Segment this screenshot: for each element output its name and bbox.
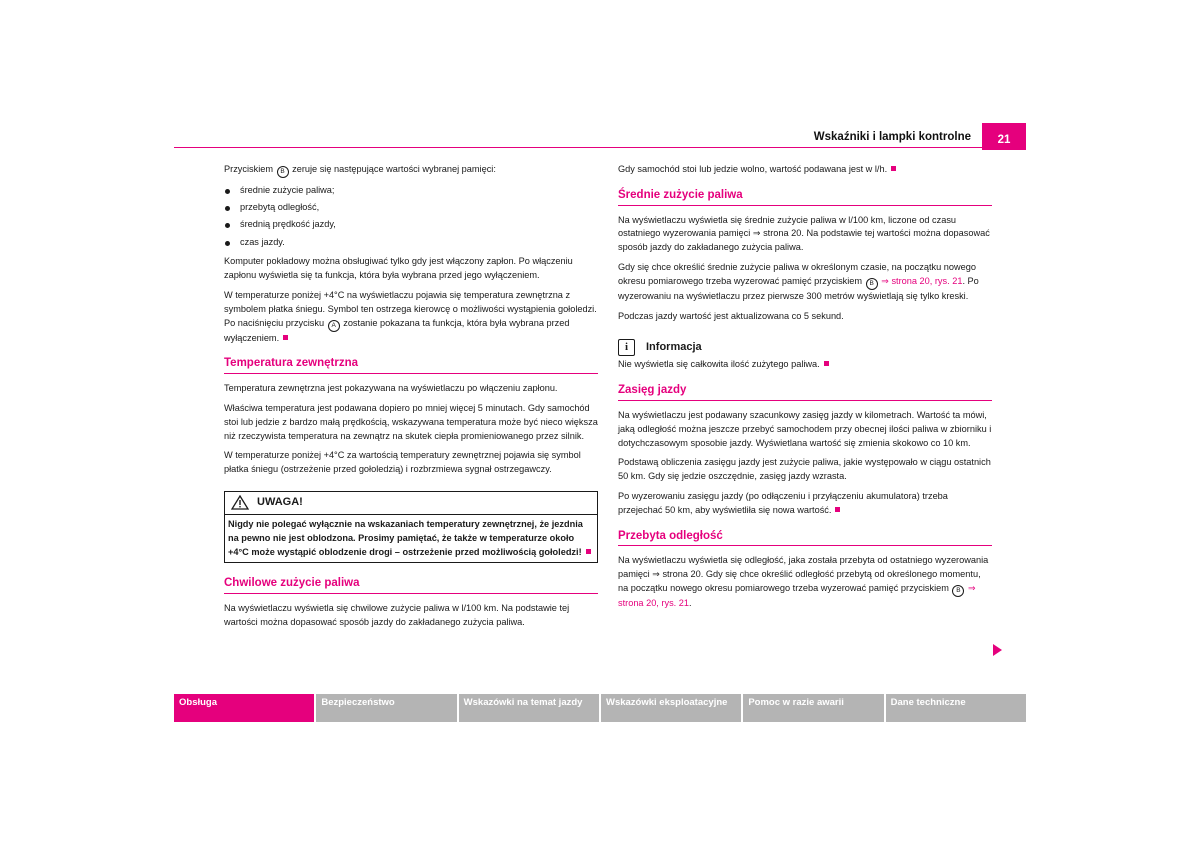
warning-text: Nigdy nie polegać wyłącznie na wskazaniach temperatury zewnętrznej, że jezdnia na pewno nie jest oblodzona. Prosimy pamiętać, że także w temperaturze około +4°C może wystąpić oblodzenie drogi – ostrzeżenie przed możliwością gołoledzi! xyxy=(228,518,583,557)
heading-instant-consumption: Chwilowe zużycie paliwa xyxy=(224,577,598,594)
paragraph-range-1: Na wyświetlaczu jest podawany szacunkowy zasięg jazdy w kilometrach. Wartość ta mówi, jaką odległość można jeszcze przebyć samochodem przy obecnej ilości paliwa w zbiorniku i dotychczasowym sposobie jazdy. Wyświetlana wartość się zmienia skokowo co 10 km. xyxy=(618,409,992,448)
heading-average-consumption: Średnie zużycie paliwa xyxy=(618,189,992,206)
bullet-icon xyxy=(225,223,230,228)
heading-temperature: Temperatura zewnętrzna xyxy=(224,357,598,374)
distance-text: Na wyświetlaczu wyświetla się odległość, jaka została przebyta od ostatniego wyzerowania pamięci ⇒ strona 20. Gdy się chce określić odległość przebytą od określonego momentu, na początku nowego okresu pomiarowego trzeba wyzerować pamięć przyciskiem xyxy=(618,555,989,593)
paragraph-range-3 xyxy=(618,490,992,518)
section-end-icon xyxy=(283,335,288,340)
reset-list xyxy=(224,184,598,249)
warning-title: UWAGA! xyxy=(257,496,303,509)
button-b-icon: B xyxy=(952,585,964,597)
paragraph-temp-1: Temperatura zewnętrzna jest pokazywana na wyświetlaczu po włączeniu zapłonu. xyxy=(224,383,558,394)
section-end-icon xyxy=(835,507,840,512)
chapter-nav xyxy=(174,694,1026,722)
bullet-icon xyxy=(225,241,230,246)
paragraph-snowflake xyxy=(224,289,598,345)
warning-header xyxy=(225,492,597,515)
paragraph-standstill xyxy=(618,163,992,177)
list-item-text: czas jazdy. xyxy=(240,236,285,247)
section-end-icon xyxy=(891,166,896,171)
paragraph-temp-2: Właściwa temperatura jest podawana dopiero po mniej więcej 5 minutach. Gdy samochód stoi lub jedzie z bardzo małą prędkością, wskazywana temperatura może być nieco większa niż rzeczywista temperatura na zewnątrz na skutek ciepła promieniowanego przez silnik. xyxy=(224,402,598,441)
heading-range: Zasięg jazdy xyxy=(618,384,992,401)
nav-tab-safety[interactable]: Bezpieczeństwo xyxy=(316,694,456,722)
info-paragraph xyxy=(618,358,992,372)
page-reference-link[interactable]: ⇒ strona 20, rys. 21 xyxy=(881,275,963,286)
intro-paragraph xyxy=(224,163,598,178)
paragraph-instant: Na wyświetlaczu wyświetla się chwilowe zużycie paliwa w l/100 km. Na podstawie tej wartości można dopasować sposób jazdy do zakładanego zużycia paliwa. xyxy=(224,603,570,627)
intro-text-end: zeruje się następujące wartości wybranej pamięci: xyxy=(292,164,496,174)
average-text: Gdy się chce określić średnie zużycie paliwa w określonym czasie, na początku nowego okresu pomiarowego trzeba wyzerować pamięć przyciskiem xyxy=(618,261,976,286)
nav-tab-operating[interactable]: Wskazówki eksploatacyjne xyxy=(601,694,741,722)
page-number: 21 xyxy=(982,123,1026,150)
nav-tab-driving[interactable]: Wskazówki na temat jazdy xyxy=(459,694,599,722)
bullet-icon xyxy=(225,206,230,211)
list-item-text: średnie zużycie paliwa; xyxy=(240,185,335,195)
left-column xyxy=(224,163,598,636)
paragraph-average-3: Podczas jazdy wartość jest aktualizowana co 5 sekund. xyxy=(618,310,844,321)
nav-tab-breakdown[interactable]: Pomoc w razie awarii xyxy=(743,694,883,722)
info-title: Informacja xyxy=(646,340,702,353)
snowflake-text: W temperaturze poniżej +4°C na wyświetlaczu pojawia się temperatura zewnętrzna z symbolem płatka śniegu. Symbol ten ostrzega kierowcę o możliwości wystąpienia gołoledzi. Po naciśnięciu przycisku xyxy=(224,289,597,328)
info-header xyxy=(618,339,992,356)
distance-text-end: . xyxy=(688,597,692,608)
page-reference-link[interactable]: ⇒ strona 20, rys. 21 xyxy=(618,582,976,608)
header-rule xyxy=(174,147,1026,148)
section-end-icon xyxy=(824,361,829,366)
info-text: Nie wyświetla się całkowita ilość zużytego paliwa. xyxy=(618,359,820,370)
button-a-icon: A xyxy=(328,320,340,332)
nav-tab-obsluga[interactable]: Obsługa xyxy=(174,694,314,722)
bullet-icon xyxy=(225,189,230,194)
warning-body xyxy=(225,515,597,562)
snowflake-text-end: zostanie pokazana ta funkcja, która była wybrana przed wyłączeniem. xyxy=(224,317,570,343)
intro-text: Przyciskiem xyxy=(224,164,274,174)
continue-arrow-icon xyxy=(993,644,1002,656)
button-b-icon: B xyxy=(866,278,878,290)
paragraph-range-2: Podstawą obliczenia zasięgu jazdy jest zużycie paliwa, jakie występowało w ciągu ostatnich 50 km. Gdy się jedzie oszczędnie, zasięg jazdy wzrasta. xyxy=(618,457,991,482)
list-item xyxy=(224,184,598,198)
section-end-icon xyxy=(586,549,591,554)
standstill-text: Gdy samochód stoi lub jedzie wolno, wartość podawana jest w l/h. xyxy=(618,164,888,174)
paragraph-average-2 xyxy=(618,261,992,304)
info-icon: i xyxy=(618,339,635,356)
button-b-icon: B xyxy=(277,166,289,178)
average-text-end: . Po wyzerowaniu na wyświetlaczu przez pierwsze 300 metrów wyświetlają się tylko kreski. xyxy=(618,275,979,301)
list-item-text: średnią prędkość jazdy, xyxy=(240,219,336,230)
right-column xyxy=(618,163,992,617)
list-item-text: przebytą odległość, xyxy=(240,202,320,213)
paragraph-temp-3: W temperaturze poniżej +4°C za wartością temperatury zewnętrznej pojawia się symbol płatka śniegu (ostrzeżenie przed gołoledzią) i rozbrzmiewa sygnał ostrzegawczy. xyxy=(224,450,581,475)
paragraph-ignition: Komputer pokładowy można obsługiwać tylko gdy jest włączony zapłon. Po włączeniu zapłonu wyświetla się ta funkcja, która była wybrana przed jego wyłączeniem. xyxy=(224,256,573,281)
warning-box xyxy=(224,491,598,563)
warning-triangle-icon xyxy=(231,495,249,510)
list-item xyxy=(224,218,598,232)
nav-tab-technical[interactable]: Dane techniczne xyxy=(886,694,1026,722)
list-item xyxy=(224,201,598,215)
list-item xyxy=(224,236,598,250)
section-title: Wskaźniki i lampki kontrolne xyxy=(813,131,971,143)
range-text: Po wyzerowaniu zasięgu jazdy (po odłączeniu i przyłączeniu akumulatora) trzeba przejechać 50 km, aby wyświetliła się nowa wartość. xyxy=(618,490,948,515)
heading-distance: Przebyta odległość xyxy=(618,530,992,547)
paragraph-distance xyxy=(618,554,992,610)
paragraph-average-1: Na wyświetlaczu wyświetla się średnie zużycie paliwa w l/100 km, liczone od czasu ostatniego wyzerowania pamięci ⇒ strona 20. Na podstawie tej wartości można dopasować sposób jazdy do zakładanego zużycia paliwa. xyxy=(618,214,990,253)
